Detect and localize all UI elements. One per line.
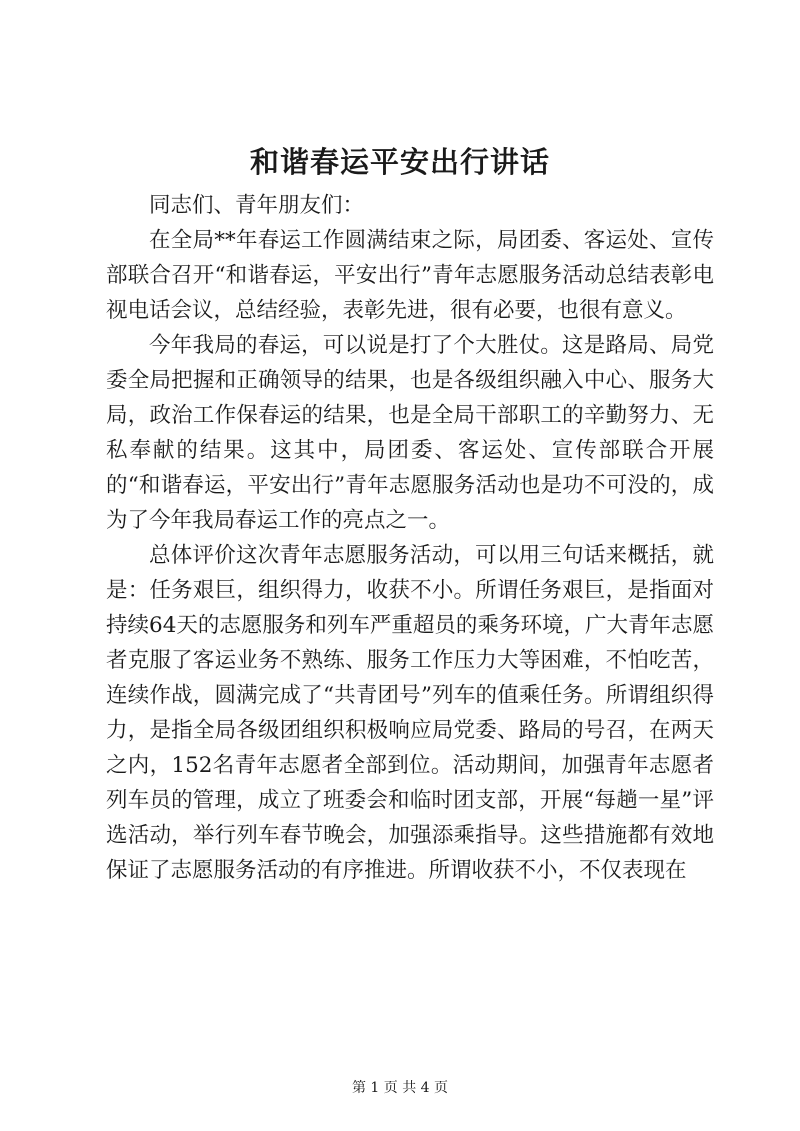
page-number-footer: 第 1 页 共 4 页: [351, 1080, 449, 1096]
document-title: 和谐春运平安出行讲话: [249, 145, 550, 179]
body-paragraph: 今年我局的春运，可以说是打了个大胜仗。这是路局、局党委全局把握和正确领导的结果，也是各级组织融入中心、服务大局，政治工作保春运的结果，也是全局干部职工的辛勤努力、无私奉献的结果。这其中，局团委、客运处、宣传部联合开展的“和谐春运，平安出行”青年志愿服务活动也是功不可没的，成为了今年我局春运工作的亮点之一。: [106, 333, 714, 533]
salutation-paragraph: 同志们、青年朋友们：: [149, 193, 365, 218]
body-paragraph: 总体评价这次青年志愿服务活动，可以用三句话来概括，就是：任务艰巨，组织得力，收获不小。所谓任务艰巨，是指面对持续64天的志愿服务和列车严重超员的乘务环境，广大青年志愿者克服了客运业务不熟练、服务工作压力大等困难，不怕吃苦，连续作战，圆满完成了“共青团号”列车的值乘任务。所谓组织得力，是指全局各级团组织积极响应局党委、路局的号召，在两天之内，152名青年志愿者全部到位。活动期间，加强青年志愿者列车员的管理，成立了班委会和临时团支部，开展“每趟一星”评选活动，举行列车春节晚会，加强添乘指导。这些措施都有效地保证了志愿服务活动的有序推进。所谓收获不小，不仅表现在: [106, 543, 714, 883]
document-body: [106, 188, 714, 888]
body-paragraph: 在全局**年春运工作圆满结束之际，局团委、客运处、宣传部联合召开“和谐春运，平安出行”青年志愿服务活动总结表彰电视电话会议，总结经验，表彰先进，很有必要，也很有意义。: [106, 228, 714, 323]
